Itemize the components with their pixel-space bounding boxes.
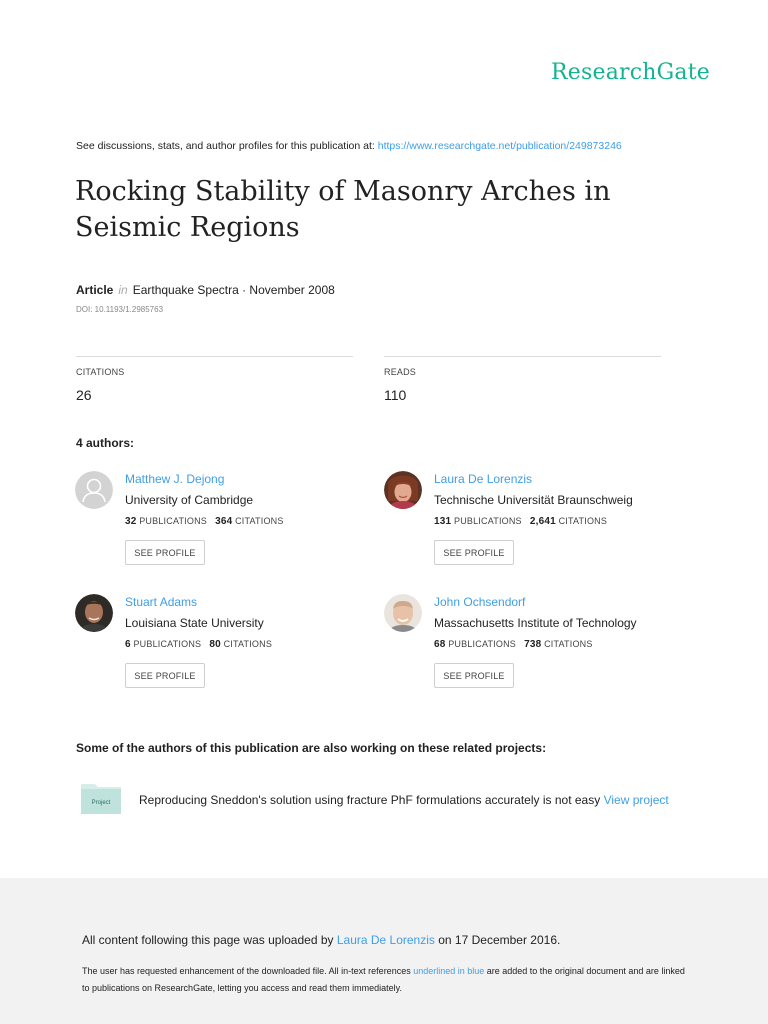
publication-type: Article	[76, 283, 114, 297]
publications-label: PUBLICATIONS	[133, 639, 202, 649]
citations-count: 2,641	[529, 516, 556, 527]
doi: DOI: 10.1193/1.2985763	[76, 305, 164, 314]
publications-label: PUBLICATIONS	[139, 516, 207, 526]
enhancement-note	[82, 963, 692, 997]
citations-value: 26	[76, 387, 92, 403]
author-info	[125, 594, 385, 688]
upload-suffix: on 17 December 2016.	[434, 933, 561, 947]
uploader-link[interactable]: Laura De Lorenzis	[336, 933, 435, 947]
publication-meta	[76, 283, 335, 297]
author-institution: Technische Universität Braunschweig	[434, 493, 633, 507]
publication-venue: Earthquake Spectra · November 2008	[132, 283, 335, 297]
publications-count: 6	[125, 639, 131, 650]
view-project-link[interactable]: View project	[603, 793, 669, 807]
authors-heading: 4 authors:	[76, 436, 135, 450]
citations-label: CITATIONS	[223, 639, 273, 649]
project-title: Reproducing Sneddon's solution using fracture PhF formulations accurately is not easy	[139, 793, 601, 807]
author-info	[434, 471, 694, 565]
related-projects-heading: Some of the authors of this publication are also working on these related projects:	[76, 741, 547, 755]
project-icon-label: Project	[91, 800, 111, 806]
author-name[interactable]: Matthew J. Dejong	[125, 472, 225, 486]
author-info	[125, 471, 385, 565]
publications-count: 131	[434, 516, 452, 527]
author-name[interactable]: Stuart Adams	[125, 595, 198, 609]
see-profile-button[interactable]: SEE PROFILE	[125, 663, 205, 688]
author-photo[interactable]	[75, 594, 113, 632]
citations-label: CITATIONS	[544, 639, 593, 649]
author-photo[interactable]	[384, 471, 422, 509]
see-profile-button[interactable]: SEE PROFILE	[434, 663, 514, 688]
note-prefix: The user has requested enhancement of the downloaded file. All in-text references	[82, 966, 414, 976]
reads-label: READS	[384, 367, 417, 377]
author-photo[interactable]	[384, 594, 422, 632]
footer	[0, 878, 768, 1024]
author-stats	[125, 639, 385, 650]
publication-link[interactable]: https://www.researchgate.net/publication/249873246	[377, 140, 622, 152]
see-profile-button[interactable]: SEE PROFILE	[125, 540, 205, 565]
in-word: in	[118, 283, 128, 297]
author-institution: University of Cambridge	[125, 493, 254, 507]
note-suffix: are added to the original document and are linked to publications on ResearchGate, letting you access and read them immediately.	[82, 966, 685, 993]
author-name[interactable]: John Ochsendorf	[434, 595, 526, 609]
folder-icon	[80, 781, 122, 815]
underlined-in-blue-text: underlined in blue	[413, 966, 485, 976]
author-name[interactable]: Laura De Lorenzis	[434, 472, 533, 486]
upload-notice	[82, 933, 560, 947]
discussion-prefix: See discussions, stats, and author profiles for this publication at:	[76, 140, 378, 152]
citations-label: CITATIONS	[558, 516, 608, 526]
publications-label: PUBLICATIONS	[448, 639, 516, 649]
author-stats	[125, 516, 385, 527]
citations-label: CITATIONS	[235, 516, 284, 526]
author-institution: Massachusetts Institute of Technology	[434, 616, 637, 630]
citations-count: 80	[209, 639, 221, 650]
discussion-line	[76, 140, 622, 152]
publications-count: 32	[125, 516, 137, 527]
upload-prefix: All content following this page was uploaded by	[82, 933, 337, 947]
citations-count: 738	[524, 639, 542, 650]
reads-stat	[384, 356, 661, 403]
see-profile-button[interactable]: SEE PROFILE	[434, 540, 514, 565]
citations-stat	[76, 356, 353, 403]
publications-count: 68	[434, 639, 446, 650]
author-stats	[434, 516, 694, 527]
reads-value: 110	[384, 387, 407, 403]
publication-title: Rocking Stability of Masonry Arches in Seismic Regions	[75, 176, 611, 243]
researchgate-logo[interactable]: ResearchGate	[551, 60, 710, 85]
author-institution: Louisiana State University	[125, 616, 264, 630]
project-description	[139, 793, 669, 807]
author-stats	[434, 639, 694, 650]
user-silhouette-icon[interactable]	[75, 471, 113, 509]
citations-count: 364	[215, 516, 233, 527]
publications-label: PUBLICATIONS	[454, 516, 522, 526]
citations-label: CITATIONS	[76, 367, 125, 377]
author-info	[434, 594, 694, 688]
